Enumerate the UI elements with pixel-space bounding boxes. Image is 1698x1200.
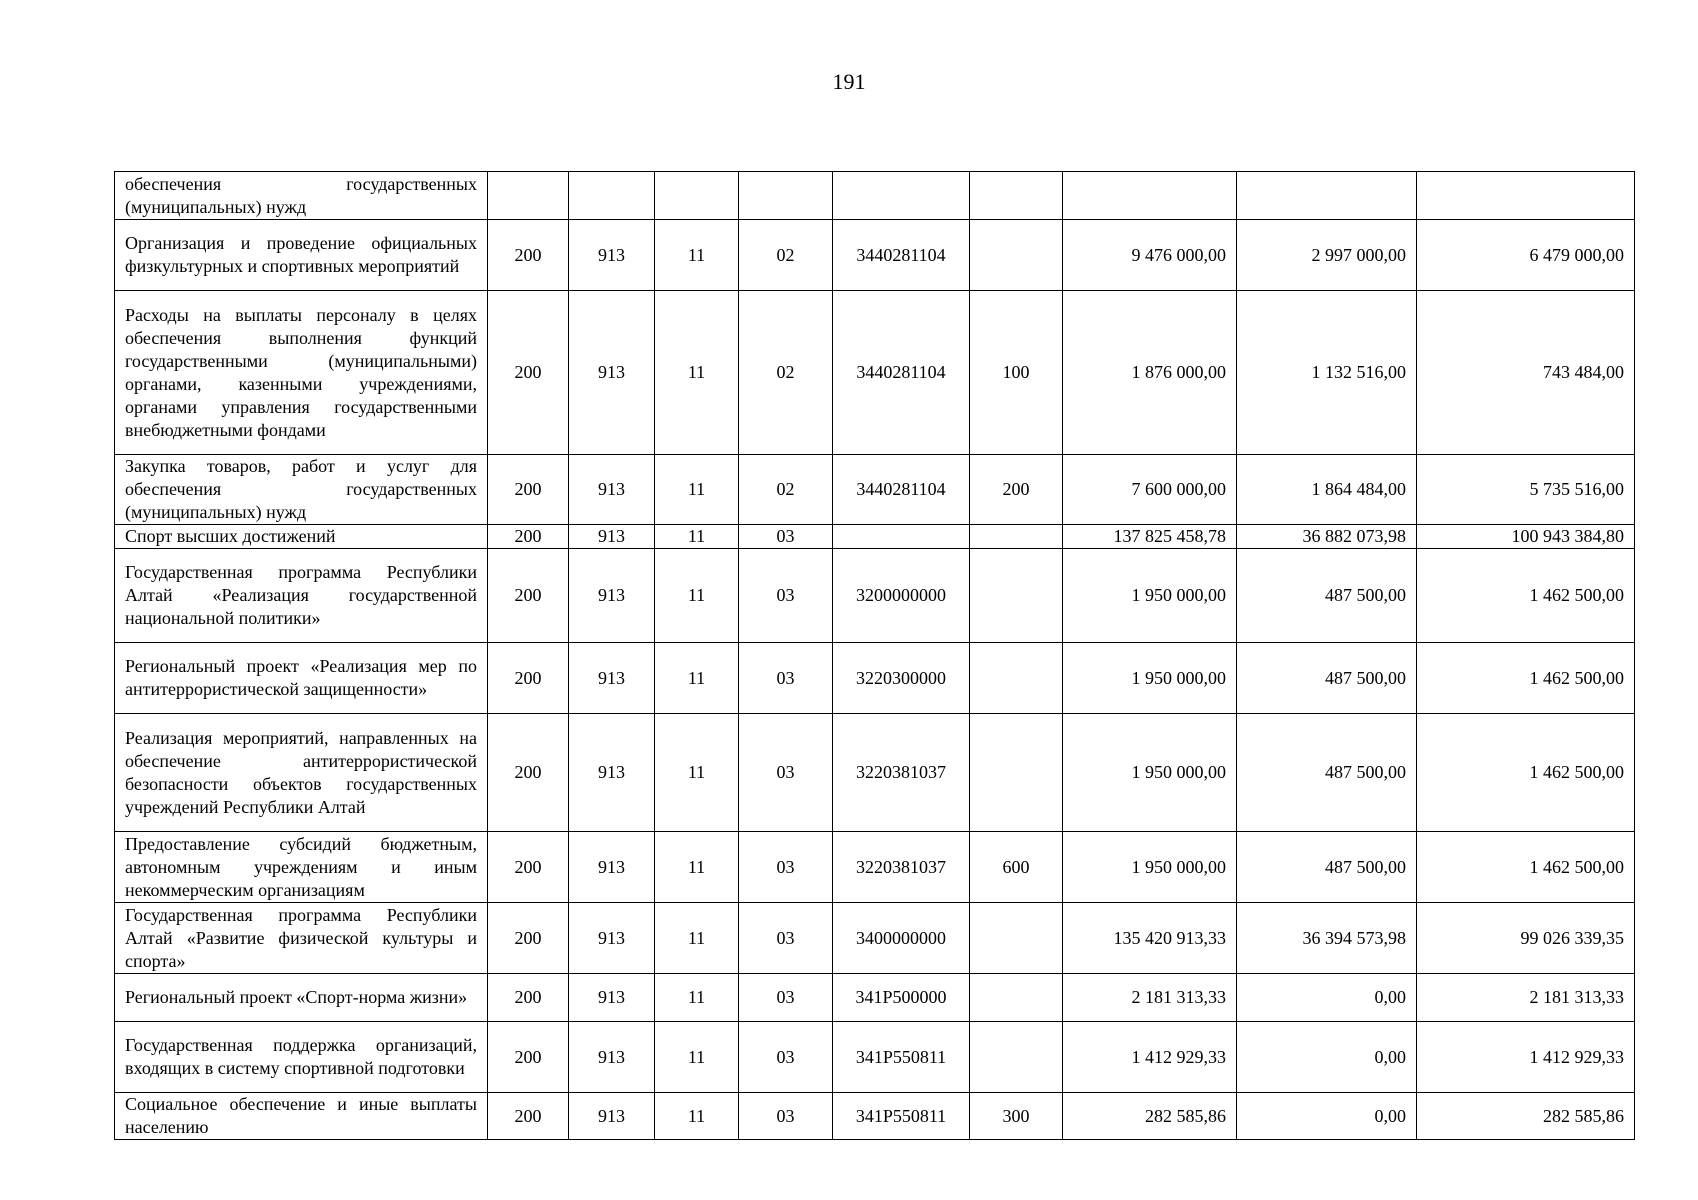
table-row: [115, 903, 1635, 974]
cell-target-article: 3200000000: [833, 549, 970, 643]
cell-amount-1: 7 600 000,00: [1063, 455, 1237, 525]
cell-amount-3: 1 462 500,00: [1417, 832, 1635, 903]
cell-target-article: 341P550811: [833, 1093, 970, 1140]
cell-expense-type: [970, 643, 1063, 714]
cell-subsection: 02: [739, 291, 833, 455]
cell-section: 11: [655, 643, 739, 714]
cell-amount-2: 0,00: [1237, 974, 1417, 1022]
cell-ministry: 913: [569, 1022, 655, 1093]
cell-ministry: 913: [569, 1093, 655, 1140]
cell-amount-1: 1 950 000,00: [1063, 832, 1237, 903]
cell-ministry: [569, 172, 655, 220]
cell-amount-1: 1 876 000,00: [1063, 291, 1237, 455]
cell-amount-1: 1 950 000,00: [1063, 643, 1237, 714]
cell-expense-type: 600: [970, 832, 1063, 903]
cell-amount-3: 743 484,00: [1417, 291, 1635, 455]
cell-subsection: 03: [739, 1093, 833, 1140]
cell-subsection: [739, 172, 833, 220]
table-row: [115, 220, 1635, 291]
cell-target-article: [833, 525, 970, 549]
cell-section: 11: [655, 903, 739, 974]
row-description: Расходы на выплаты персоналу в целях обеспечения выполнения функций государственными (муниципальными) органами, казенными учреждениями, органами управления государственными внебюджетными фондами: [115, 291, 488, 455]
cell-amount-2: 36 394 573,98: [1237, 903, 1417, 974]
cell-section: 11: [655, 549, 739, 643]
cell-amount-2: 1 864 484,00: [1237, 455, 1417, 525]
row-description: Закупка товаров, работ и услуг для обеспечения государственных (муниципальных) нужд: [115, 455, 488, 525]
cell-amount-3: 1 462 500,00: [1417, 714, 1635, 832]
cell-amount-1: 282 585,86: [1063, 1093, 1237, 1140]
cell-section: 11: [655, 1022, 739, 1093]
cell-amount-3: 2 181 313,33: [1417, 974, 1635, 1022]
cell-section: [655, 172, 739, 220]
cell-code: 200: [488, 1093, 569, 1140]
cell-amount-3: 1 412 929,33: [1417, 1022, 1635, 1093]
cell-amount-1: 137 825 458,78: [1063, 525, 1237, 549]
cell-subsection: 03: [739, 832, 833, 903]
cell-subsection: 03: [739, 1022, 833, 1093]
cell-amount-3: 99 026 339,35: [1417, 903, 1635, 974]
table-row: [115, 172, 1635, 220]
row-description: Региональный проект «Реализация мер по антитеррористической защищенности»: [115, 643, 488, 714]
cell-target-article: 341P550811: [833, 1022, 970, 1093]
row-description: Государственная программа Республики Алтай «Развитие физической культуры и спорта»: [115, 903, 488, 974]
cell-ministry: 913: [569, 525, 655, 549]
page-number: 191: [832, 69, 866, 94]
cell-subsection: 03: [739, 974, 833, 1022]
cell-section: 11: [655, 455, 739, 525]
cell-expense-type: [970, 549, 1063, 643]
cell-target-article: 3440281104: [833, 455, 970, 525]
cell-expense-type: [970, 525, 1063, 549]
cell-code: 200: [488, 832, 569, 903]
cell-amount-1: 135 420 913,33: [1063, 903, 1237, 974]
cell-code: 200: [488, 291, 569, 455]
row-description: Спорт высших достижений: [115, 525, 488, 549]
cell-code: 200: [488, 220, 569, 291]
cell-amount-1: 9 476 000,00: [1063, 220, 1237, 291]
cell-amount-2: 2 997 000,00: [1237, 220, 1417, 291]
cell-amount-2: 487 500,00: [1237, 643, 1417, 714]
cell-subsection: 03: [739, 714, 833, 832]
row-description: Реализация мероприятий, направленных на обеспечение антитеррористической безопасности объектов государственных учреждений Республики Алтай: [115, 714, 488, 832]
cell-expense-type: [970, 172, 1063, 220]
cell-code: [488, 172, 569, 220]
table-row: [115, 643, 1635, 714]
cell-amount-3: [1417, 172, 1635, 220]
cell-amount-2: 487 500,00: [1237, 832, 1417, 903]
cell-target-article: 3220381037: [833, 714, 970, 832]
cell-expense-type: [970, 220, 1063, 291]
cell-ministry: 913: [569, 903, 655, 974]
cell-target-article: 3220300000: [833, 643, 970, 714]
cell-amount-2: 36 882 073,98: [1237, 525, 1417, 549]
cell-section: 11: [655, 291, 739, 455]
cell-code: 200: [488, 714, 569, 832]
cell-code: 200: [488, 974, 569, 1022]
cell-expense-type: [970, 714, 1063, 832]
cell-ministry: 913: [569, 220, 655, 291]
row-description: Социальное обеспечение и иные выплаты населению: [115, 1093, 488, 1140]
cell-target-article: 3440281104: [833, 291, 970, 455]
cell-section: 11: [655, 220, 739, 291]
cell-subsection: 03: [739, 903, 833, 974]
cell-amount-2: 0,00: [1237, 1022, 1417, 1093]
cell-expense-type: [970, 1022, 1063, 1093]
table-row: [115, 832, 1635, 903]
cell-expense-type: [970, 903, 1063, 974]
row-description: Региональный проект «Спорт-норма жизни»: [115, 974, 488, 1022]
budget-table: [114, 171, 1635, 1140]
cell-amount-3: 1 462 500,00: [1417, 549, 1635, 643]
cell-ministry: 913: [569, 455, 655, 525]
cell-ministry: 913: [569, 291, 655, 455]
cell-section: 11: [655, 832, 739, 903]
cell-section: 11: [655, 974, 739, 1022]
cell-code: 200: [488, 903, 569, 974]
cell-target-article: [833, 172, 970, 220]
cell-code: 200: [488, 549, 569, 643]
cell-amount-1: 1 412 929,33: [1063, 1022, 1237, 1093]
cell-target-article: 341P500000: [833, 974, 970, 1022]
row-description: обеспечения государственных (муниципальных) нужд: [115, 172, 488, 220]
cell-amount-2: 0,00: [1237, 1093, 1417, 1140]
cell-target-article: 3440281104: [833, 220, 970, 291]
cell-ministry: 913: [569, 832, 655, 903]
cell-amount-3: 6 479 000,00: [1417, 220, 1635, 291]
table-row: [115, 525, 1635, 549]
cell-amount-3: 5 735 516,00: [1417, 455, 1635, 525]
row-description: Государственная поддержка организаций, входящих в систему спортивной подготовки: [115, 1022, 488, 1093]
cell-target-article: 3400000000: [833, 903, 970, 974]
cell-subsection: 03: [739, 643, 833, 714]
row-description: Организация и проведение официальных физкультурных и спортивных мероприятий: [115, 220, 488, 291]
cell-amount-1: 1 950 000,00: [1063, 549, 1237, 643]
table-row: [115, 1022, 1635, 1093]
cell-amount-3: 1 462 500,00: [1417, 643, 1635, 714]
cell-ministry: 913: [569, 974, 655, 1022]
cell-ministry: 913: [569, 714, 655, 832]
cell-amount-3: 100 943 384,80: [1417, 525, 1635, 549]
cell-expense-type: 100: [970, 291, 1063, 455]
cell-amount-2: 487 500,00: [1237, 714, 1417, 832]
cell-subsection: 03: [739, 549, 833, 643]
cell-code: 200: [488, 1022, 569, 1093]
table-row: [115, 291, 1635, 455]
cell-target-article: 3220381037: [833, 832, 970, 903]
table-row: [115, 974, 1635, 1022]
table-row: [115, 455, 1635, 525]
table-row: [115, 1093, 1635, 1140]
cell-expense-type: 300: [970, 1093, 1063, 1140]
cell-amount-2: 1 132 516,00: [1237, 291, 1417, 455]
table-row: [115, 549, 1635, 643]
cell-code: 200: [488, 643, 569, 714]
cell-subsection: 02: [739, 220, 833, 291]
cell-expense-type: 200: [970, 455, 1063, 525]
cell-code: 200: [488, 525, 569, 549]
cell-amount-2: 487 500,00: [1237, 549, 1417, 643]
cell-amount-3: 282 585,86: [1417, 1093, 1635, 1140]
cell-subsection: 02: [739, 455, 833, 525]
row-description: Государственная программа Республики Алтай «Реализация государственной национальной политики»: [115, 549, 488, 643]
cell-section: 11: [655, 1093, 739, 1140]
cell-code: 200: [488, 455, 569, 525]
cell-subsection: 03: [739, 525, 833, 549]
cell-ministry: 913: [569, 549, 655, 643]
cell-section: 11: [655, 525, 739, 549]
table-row: [115, 714, 1635, 832]
cell-amount-1: 1 950 000,00: [1063, 714, 1237, 832]
cell-amount-1: [1063, 172, 1237, 220]
cell-section: 11: [655, 714, 739, 832]
cell-ministry: 913: [569, 643, 655, 714]
cell-expense-type: [970, 974, 1063, 1022]
cell-amount-1: 2 181 313,33: [1063, 974, 1237, 1022]
row-description: Предоставление субсидий бюджетным, автономным учреждениям и иным некоммерческим организациям: [115, 832, 488, 903]
cell-amount-2: [1237, 172, 1417, 220]
